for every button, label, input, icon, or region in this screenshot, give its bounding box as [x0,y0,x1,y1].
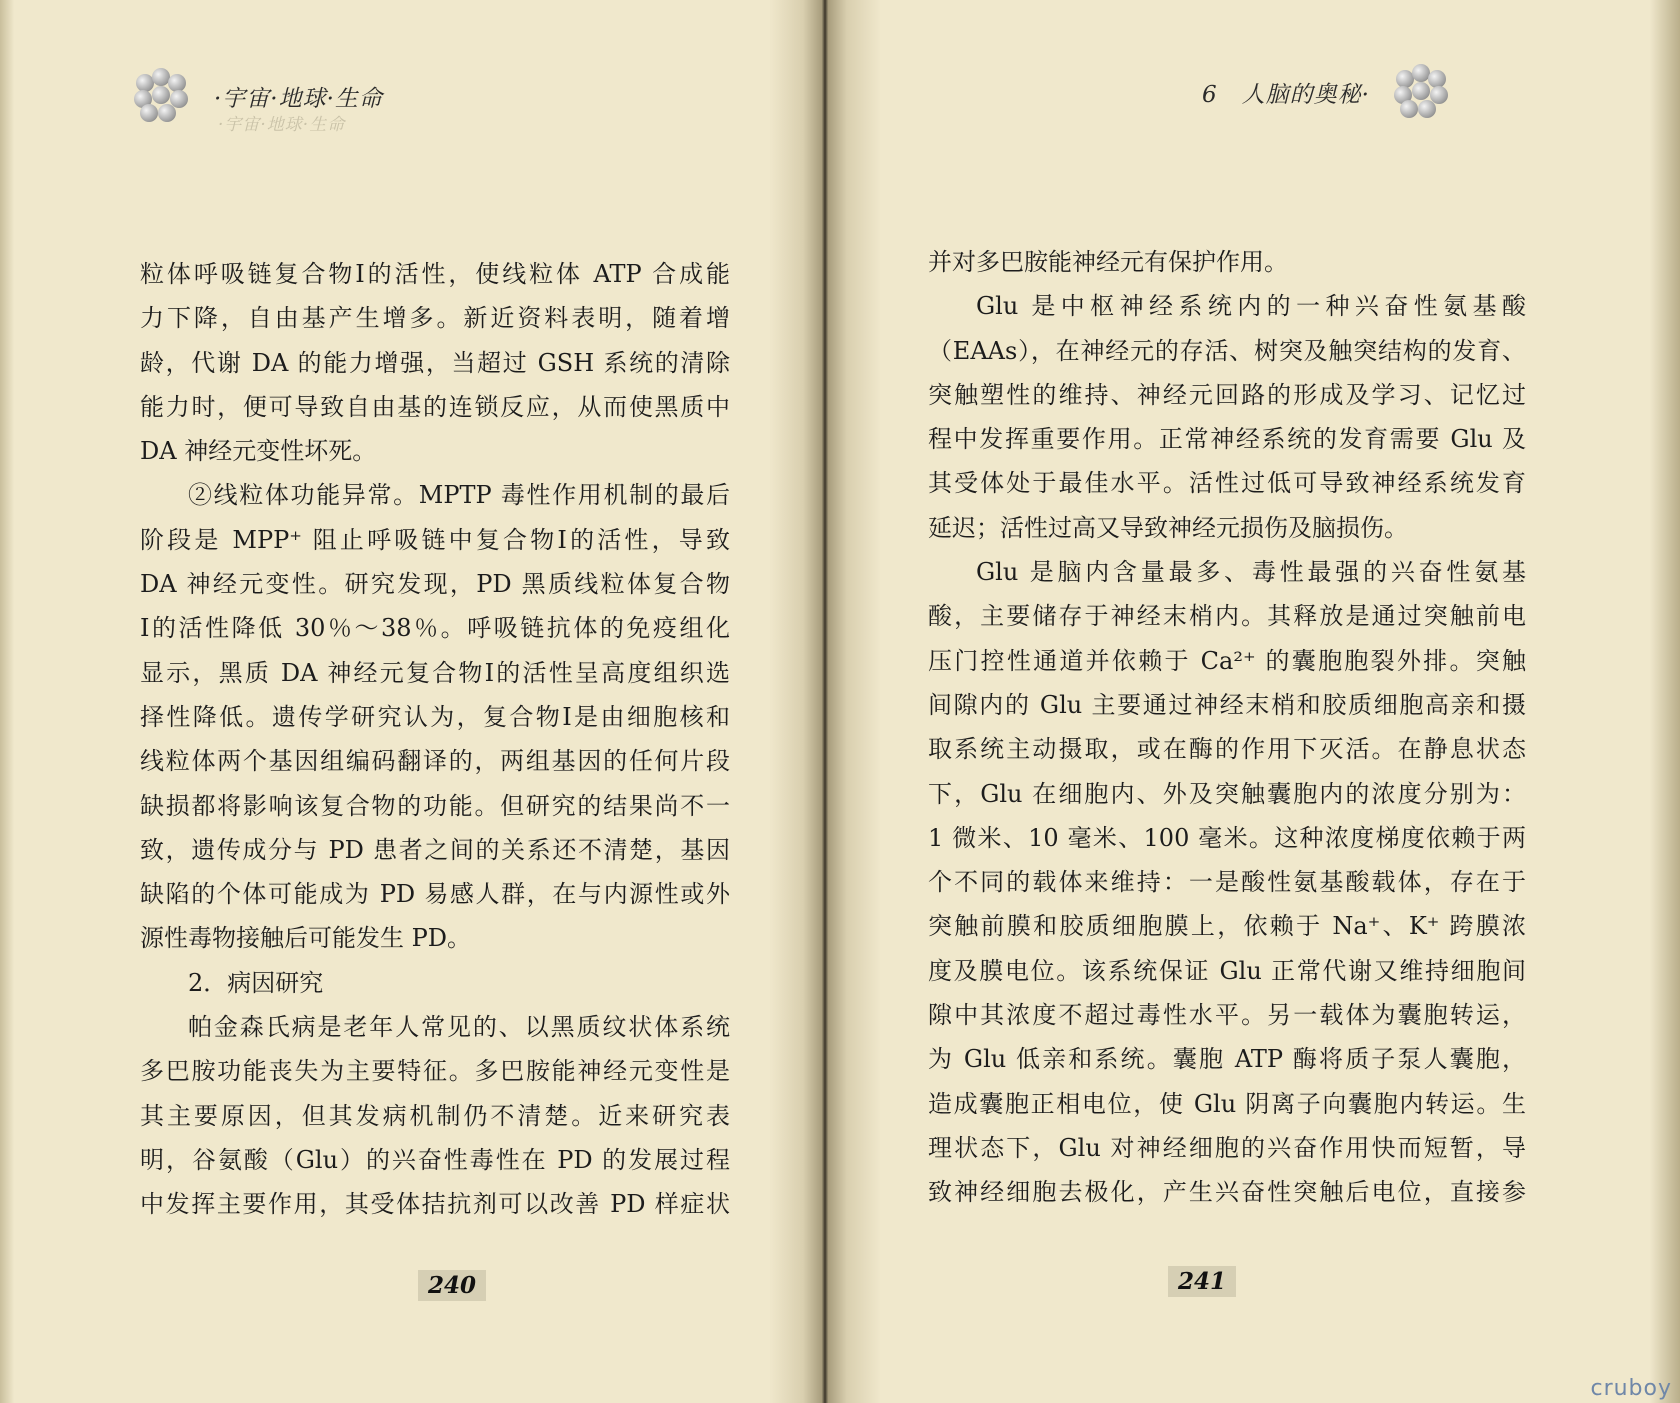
text-line: 间隙内的 Glu 主要通过神经末梢和胶质细胞高亲和摄 [928,690,1526,719]
text-line: 度及膜电位。该系统保证 Glu 正常代谢又维持细胞间 [928,956,1526,985]
text-line: 明，谷氨酸（Glu）的兴奋性毒性在 PD 的发展过程 [140,1145,730,1174]
text-line: 隙中其浓度不超过毒性水平。另一载体为囊胞转运， [928,1001,1526,1030]
text-line: 并对多巴胺能神经元有保护作用。 [928,248,1288,276]
text-line: 压门控性通道并依赖于 Ca²⁺ 的囊胞胞裂外排。突触 [928,646,1526,675]
text-line: 粒体呼吸链复合物Ⅰ的活性，使线粒体 ATP 合成能 [140,260,730,288]
left-header-shadow: ·宇宙·地球·生命 [218,114,346,135]
text-line: 龄，代谢 DA 的能力增强，当超过 GSH 系统的清除 [140,348,730,377]
left-page-number: 240 [418,1270,486,1301]
text-line: 显示，黑质 DA 神经元复合物Ⅰ的活性呈高度组织选 [140,658,730,687]
molecule-logo-icon [1392,62,1452,122]
text-line: DA 神经元变性。研究发现，PD 黑质线粒体复合物 [140,570,730,599]
text-line: 缺陷的个体可能成为 PD 易感人群，在与内源性或外 [140,880,730,909]
text-line: ②线粒体功能异常。MPTP 毒性作用机制的最后 [188,481,730,510]
text-line: 致，遗传成分与 PD 患者之间的关系还不清楚，基因 [140,835,730,864]
text-line: 多巴胺功能丧失为主要特征。多巴胺能神经元变性是 [140,1057,730,1086]
text-line: 造成囊胞正相电位，使 Glu 阴离子向囊胞内转运。生 [928,1089,1526,1118]
text-line: 帕金森氏病是老年人常见的、以黑质纹状体系统 [188,1013,730,1042]
right-body-text [928,240,1526,1215]
text-line: 酸，主要储存于神经末梢内。其释放是通过突触前电 [928,602,1526,631]
text-line: 力下降，自由基产生增多。新近资料表明，随着增 [140,304,730,333]
text-line: 下，Glu 在细胞内、外及突触囊胞内的浓度分别为： [928,779,1526,808]
text-line: 取系统主动摄取，或在酶的作用下灭活。在静息状态 [928,735,1526,764]
text-line: 阶段是 MPP⁺ 阻止呼吸链中复合物Ⅰ的活性，导致 [140,525,730,554]
right-page [880,0,1650,1403]
left-body-text [140,252,730,1227]
molecule-logo-icon [132,66,192,126]
text-line: 程中发挥重要作用。正常神经系统的发育需要 Glu 及 [928,425,1526,454]
text-line: 突触塑性的维持、神经元回路的形成及学习、记忆过 [928,380,1526,409]
text-line: 为 Glu 低亲和系统。囊胞 ATP 酶将质子泵人囊胞， [928,1045,1526,1074]
text-line: 理状态下，Glu 对神经细胞的兴奋作用快而短暂，导 [928,1133,1526,1162]
left-header-title: ·宇宙·地球·生命 [214,85,383,112]
left-page [20,0,780,1403]
text-line: Ⅰ的活性降低 30％～38％。呼吸链抗体的免疫组化 [140,614,730,643]
page-edge-right [1650,0,1680,1403]
text-line: Glu 是脑内含量最多、毒性最强的兴奋性氨基 [976,558,1526,587]
text-line: 致神经细胞去极化，产生兴奋性突触后电位，直接参 [928,1178,1526,1207]
right-header-title: 6 人脑的奥秘· [1202,81,1370,108]
text-line: （EAAs），在神经元的存活、树突及触突结构的发育、 [928,336,1526,365]
text-line: 能力时，便可导致自由基的连锁反应，从而使黑质中 [140,392,730,421]
text-line: DA 神经元变性坏死。 [140,437,377,466]
text-line: 择性降低。遗传学研究认为，复合物Ⅰ是由细胞核和 [140,702,730,731]
right-running-header [1202,62,1452,122]
text-line: 中发挥主要作用，其受体拮抗剂可以改善 PD 样症状 [140,1190,730,1219]
text-line: 延迟；活性过高又导致神经元损伤及脑损伤。 [928,513,1408,542]
text-line: 缺损都将影响该复合物的功能。但研究的结果尚不一 [140,791,730,820]
text-line: 线粒体两个基因组编码翻译的，两组基因的任何片段 [140,747,730,776]
text-line: 2．病因研究 [188,968,324,997]
text-line: 个不同的载体来维持：一是酸性氨基酸载体，存在于 [928,868,1526,897]
text-line: 突触前膜和胶质细胞膜上，依赖于 Na⁺、K⁺ 跨膜浓 [928,912,1526,941]
text-line: 其主要原因，但其发病机制仍不清楚。近来研究表 [140,1101,730,1130]
book-spine [770,0,880,1403]
text-line: 源性毒物接触后可能发生 PD。 [140,924,472,953]
right-page-number: 241 [1168,1266,1236,1297]
page-edge-left [0,0,14,1403]
left-running-header [132,66,383,135]
text-line: Glu 是中枢神经系统内的一种兴奋性氨基酸 [976,292,1526,321]
watermark: cruboy [1590,1376,1672,1401]
text-line: 1 微米、10 毫米、100 毫米。这种浓度梯度依赖于两 [928,823,1526,852]
text-line: 其受体处于最佳水平。活性过低可导致神经系统发育 [928,469,1526,498]
